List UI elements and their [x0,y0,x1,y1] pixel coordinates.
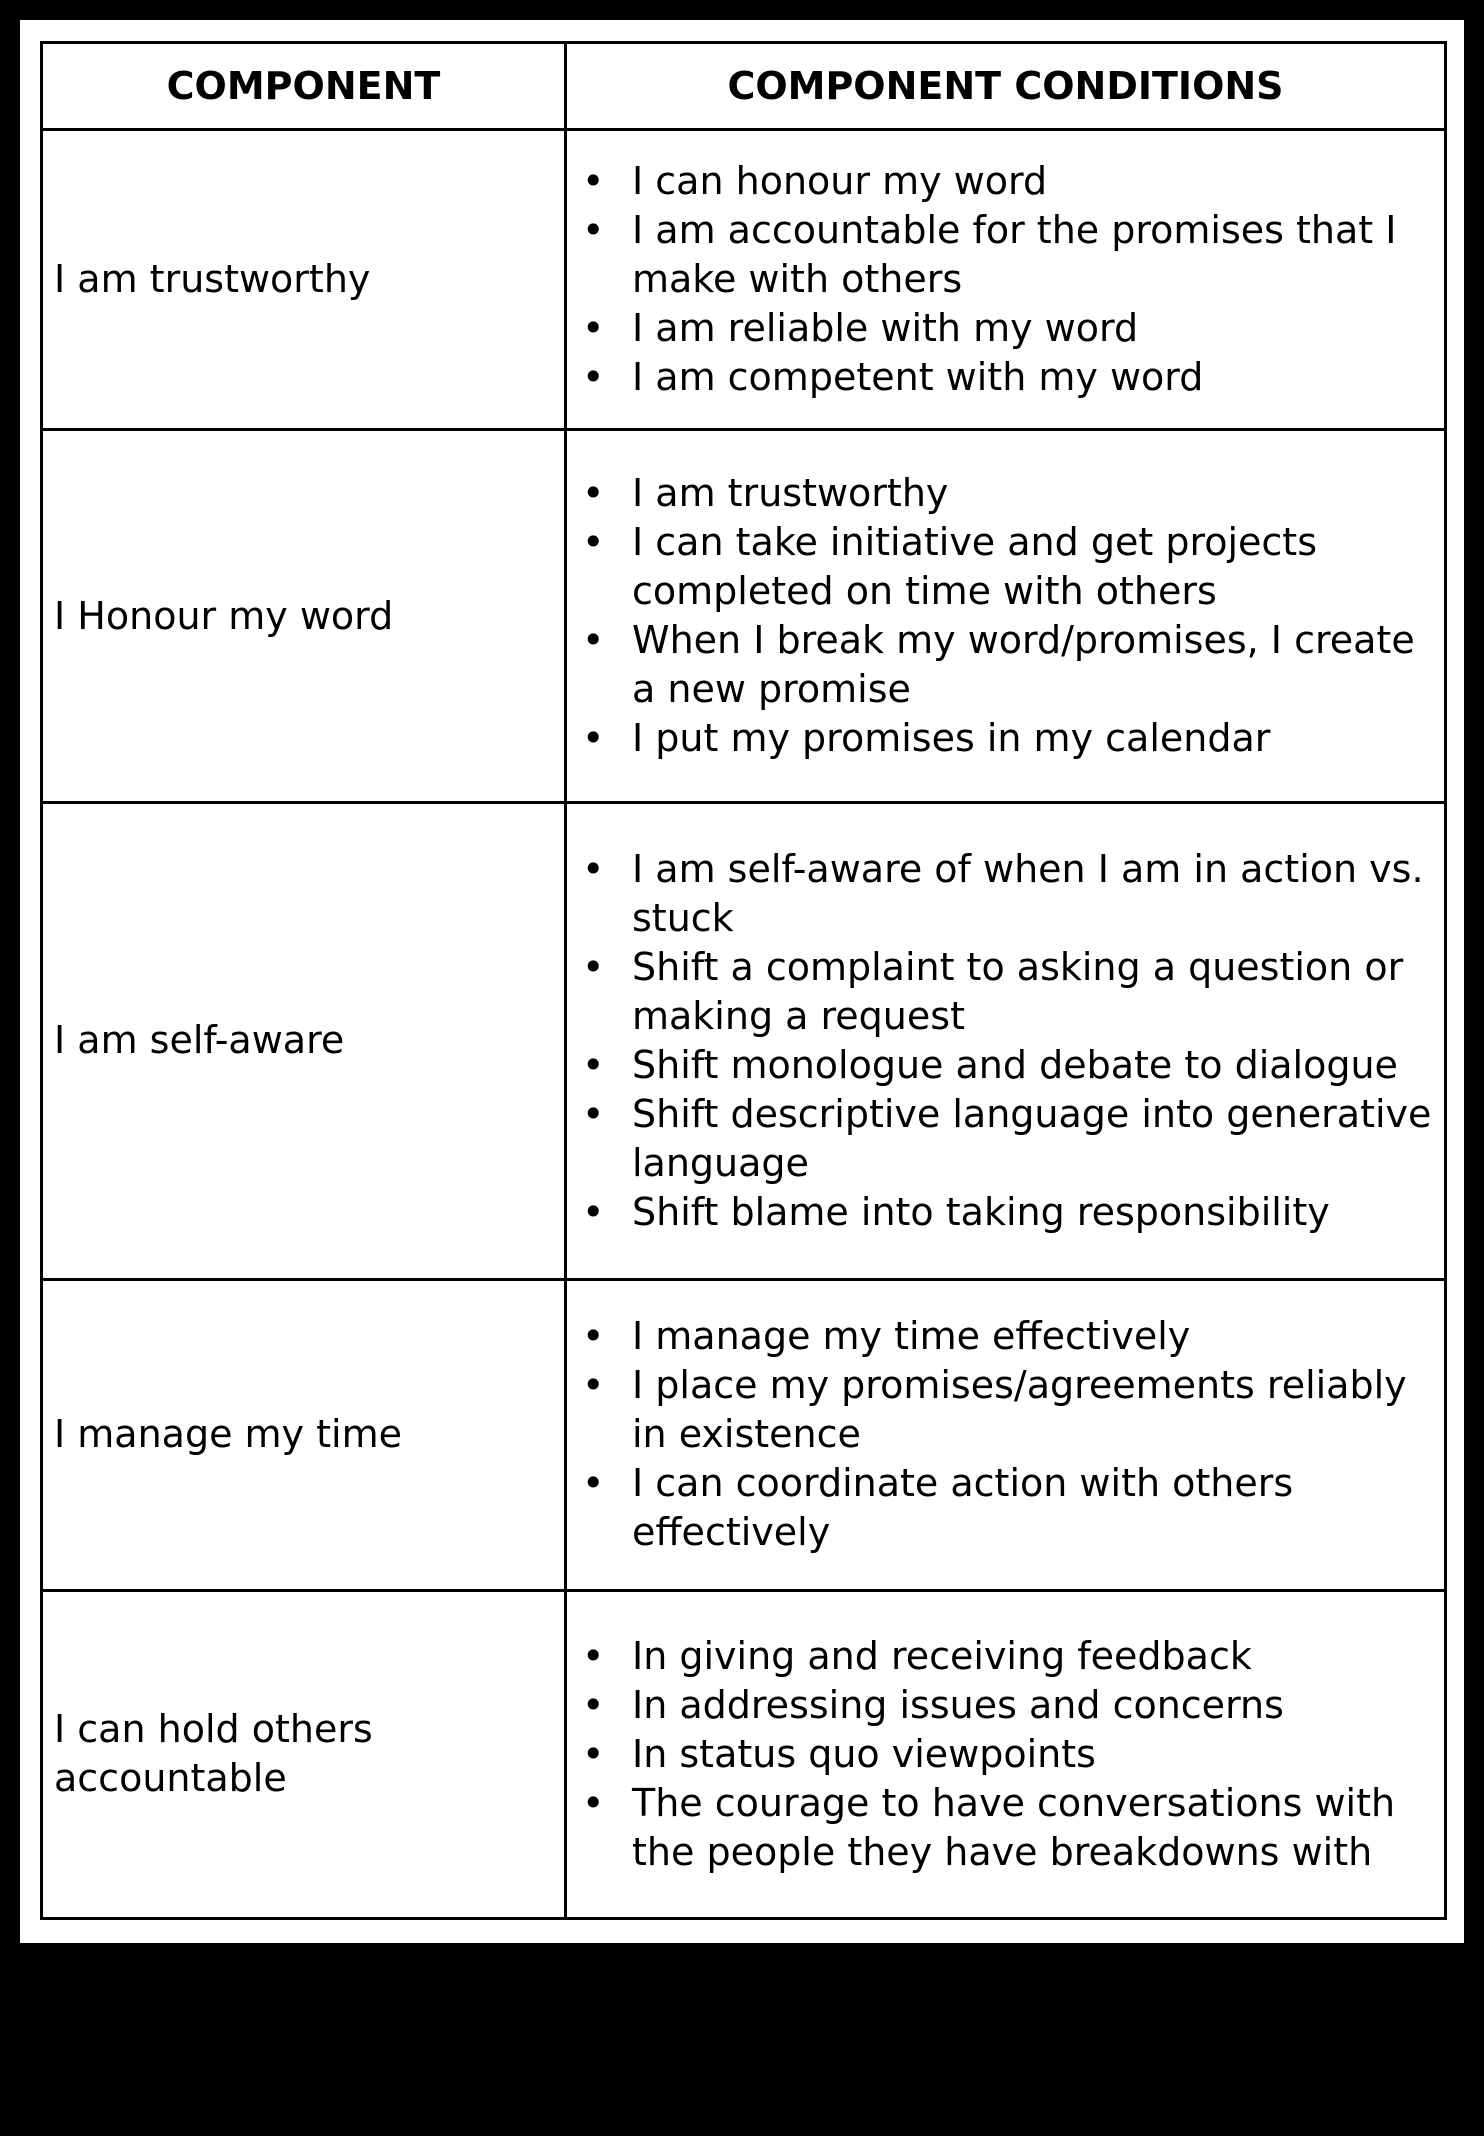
condition-item: • I can honour my word [567,157,1434,206]
table-row [42,130,1446,430]
condition-item: • I am competent with my word [567,353,1434,402]
condition-item: • I am trustworthy [567,469,1434,518]
condition-item: • I put my promises in my calendar [567,714,1434,763]
table-row [42,803,1446,1279]
condition-item: • I manage my time effectively [567,1312,1434,1361]
table-row [42,430,1446,803]
conditions-cell [566,1590,1446,1918]
condition-item: • In status quo viewpoints [567,1730,1434,1779]
condition-item: • I can coordinate action with others effectively [567,1459,1434,1557]
conditions-list [567,1632,1434,1877]
conditions-list [567,845,1434,1237]
conditions-list [567,157,1434,402]
condition-item: • I place my promises/agreements reliably in existence [567,1361,1434,1459]
conditions-cell [566,1279,1446,1590]
conditions-cell [566,130,1446,430]
conditions-cell [566,803,1446,1279]
table-header-row [42,43,1446,130]
header-component: COMPONENT [42,43,566,130]
condition-item: • Shift a complaint to asking a question or making a request [567,943,1434,1041]
condition-item: • In giving and receiving feedback [567,1632,1434,1681]
condition-item: • Shift descriptive language into generative language [567,1090,1434,1188]
condition-item: • In addressing issues and concerns [567,1681,1434,1730]
condition-item: • Shift monologue and debate to dialogue [567,1041,1434,1090]
document-page [20,20,1464,1943]
component-cell: I manage my time [42,1279,566,1590]
component-cell: I Honour my word [42,430,566,803]
table-row [42,1590,1446,1918]
components-table [40,41,1447,1920]
condition-item: • I am reliable with my word [567,304,1434,353]
header-component-conditions: COMPONENT CONDITIONS [566,43,1446,130]
condition-item: • I am self-aware of when I am in action vs. stuck [567,845,1434,943]
component-cell: I can hold others accountable [42,1590,566,1918]
condition-item: • When I break my word/promises, I create a new promise [567,616,1434,714]
component-cell: I am trustworthy [42,130,566,430]
condition-item: • The courage to have conversations with the people they have breakdowns with [567,1779,1434,1877]
conditions-cell [566,430,1446,803]
condition-item: • I can take initiative and get projects completed on time with others [567,518,1434,616]
conditions-list [567,1312,1434,1557]
condition-item: • I am accountable for the promises that I make with others [567,206,1434,304]
conditions-list [567,469,1434,763]
component-cell: I am self-aware [42,803,566,1279]
condition-item: • Shift blame into taking responsibility [567,1188,1434,1237]
table-row [42,1279,1446,1590]
